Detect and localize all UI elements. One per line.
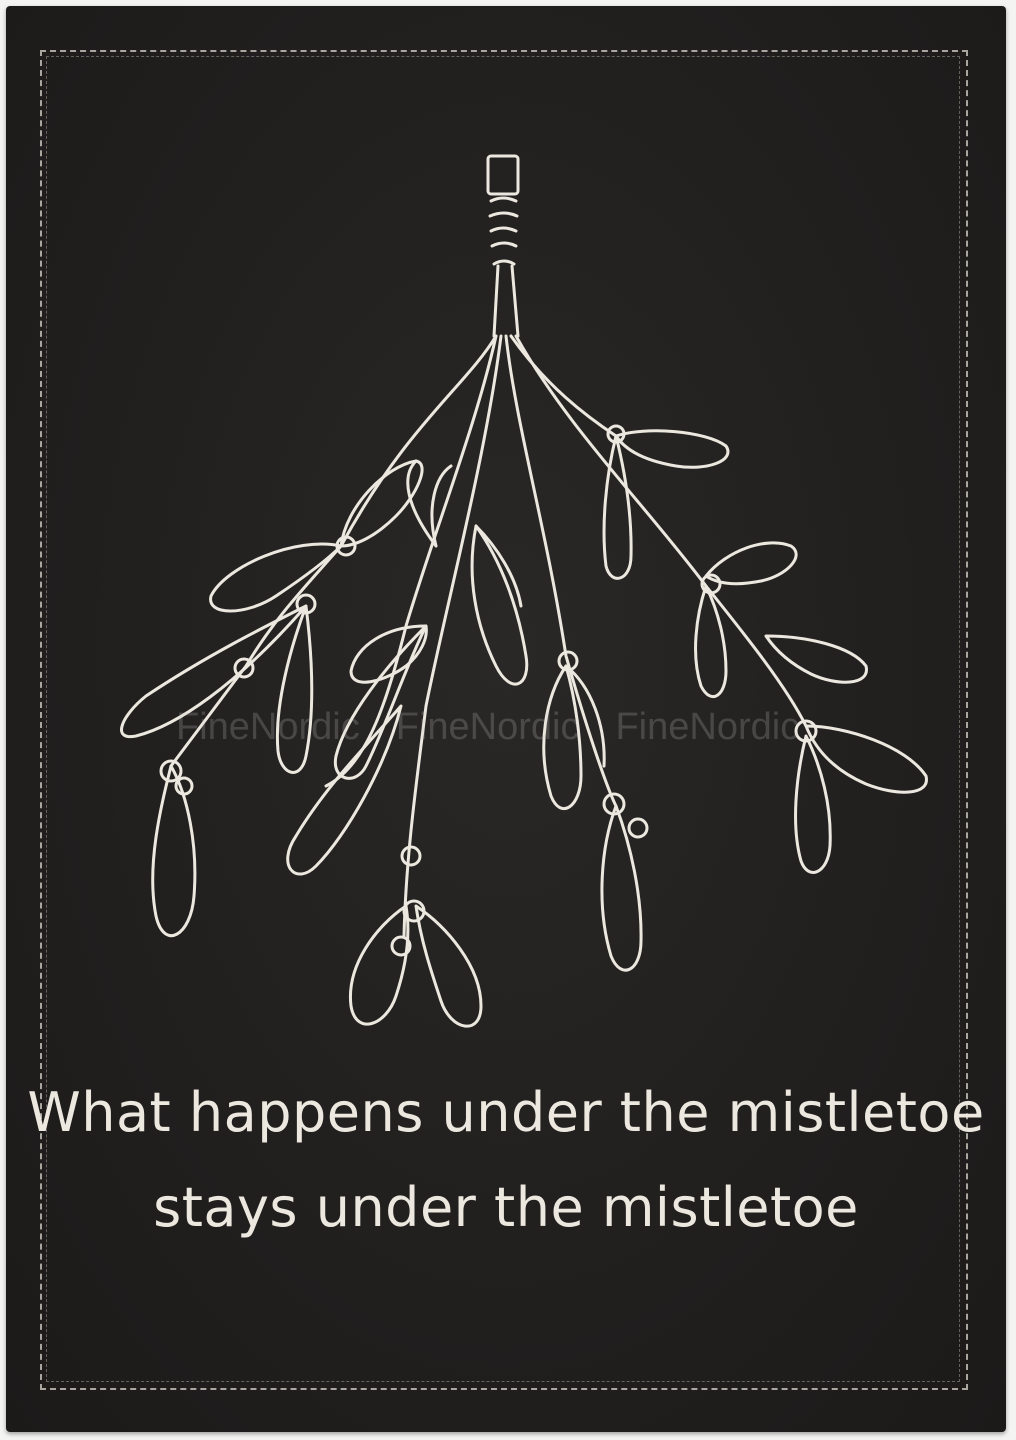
- watermark-text: FineNordic: [395, 706, 580, 748]
- watermark-text: FineNordic: [615, 706, 800, 748]
- chalkboard-sign: [6, 6, 1006, 1432]
- mistletoe-berries: [161, 426, 816, 955]
- quote-line-2: stays under the mistletoe: [153, 1176, 859, 1239]
- quote-line-1: What happens under the mistletoe: [27, 1081, 985, 1144]
- mistletoe-illustration: [6, 6, 1006, 1106]
- watermark: [176, 706, 799, 749]
- watermark-text: FineNordic: [176, 706, 360, 748]
- mistletoe-stems: [171, 336, 806, 936]
- hanging-tie: [488, 156, 518, 336]
